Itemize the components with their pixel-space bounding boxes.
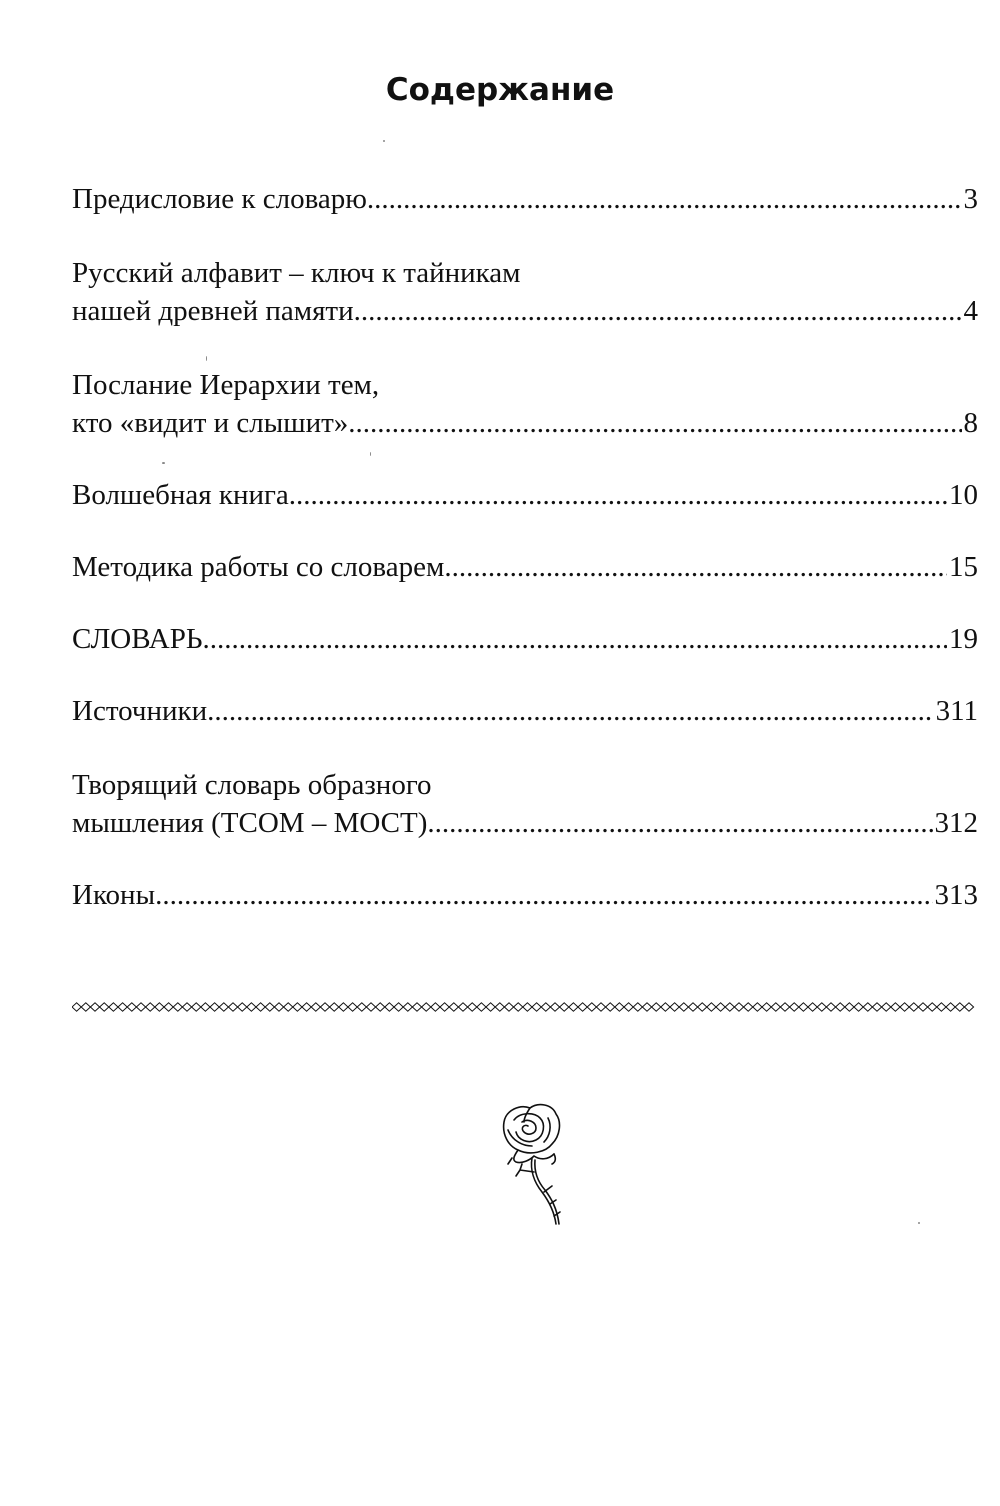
toc-entry-title: СЛОВАРЬ [72,623,203,655]
rose-icon [490,1100,580,1240]
scan-speck [206,356,207,361]
toc-entry-alphabet [72,254,978,330]
toc-entry-page: 312 [934,807,978,839]
scan-speck [370,452,371,456]
toc-entry-method [72,548,978,586]
toc-entry-magic-book [72,476,978,514]
toc-entry-message [72,366,978,442]
toc-entry-page: 313 [934,879,978,911]
toc-entry-page: 10 [949,479,978,511]
dot-leader [202,620,947,658]
toc-entry-title: кто «видит и слышит» [72,407,349,439]
toc-entry-title: нашей древней памяти [72,295,354,327]
toc-entry-tsom [72,766,978,842]
toc-entry-page: 4 [963,295,978,327]
toc-entry-title: Методика работы со словарем [72,551,445,583]
toc-entry-dictionary [72,620,978,658]
scan-speck [162,462,165,464]
toc-entry-title: Волшебная книга [72,479,289,511]
dot-leader [354,292,962,330]
toc-entry-preface [72,180,978,218]
page-title: Содержание [385,72,615,108]
toc-entry-page: 19 [949,623,978,655]
toc-entry-page: 15 [949,551,978,583]
diamond-chain-divider-icon [72,996,980,1018]
toc-entry-page: 3 [963,183,978,215]
toc-entry-title-line1: Творящий словарь образного [72,769,432,801]
dot-leader [367,180,962,218]
dot-leader [289,476,947,514]
toc-entry-title-line1: Русский алфавит – ключ к тайникам [72,257,521,289]
toc-entry-title-line1: Послание Иерархии тем, [72,369,380,401]
scan-speck [918,1222,920,1224]
dot-leader [155,876,932,914]
dot-leader [348,404,961,442]
toc-entry-sources [72,692,978,730]
toc-entry-icons [72,876,978,914]
toc-entry-title: Иконы [72,879,156,911]
dot-leader [427,804,932,842]
scan-speck [383,140,385,142]
toc-entry-page: 311 [935,695,978,727]
toc-entry-page: 8 [963,407,978,439]
toc-entry-title: Предисловие к словарю [72,183,367,215]
toc-entry-title: мышления (ТСОМ – МОСТ) [72,807,428,839]
dot-leader [207,692,933,730]
dot-leader [444,548,947,586]
toc-entry-title: Источники [72,695,208,727]
